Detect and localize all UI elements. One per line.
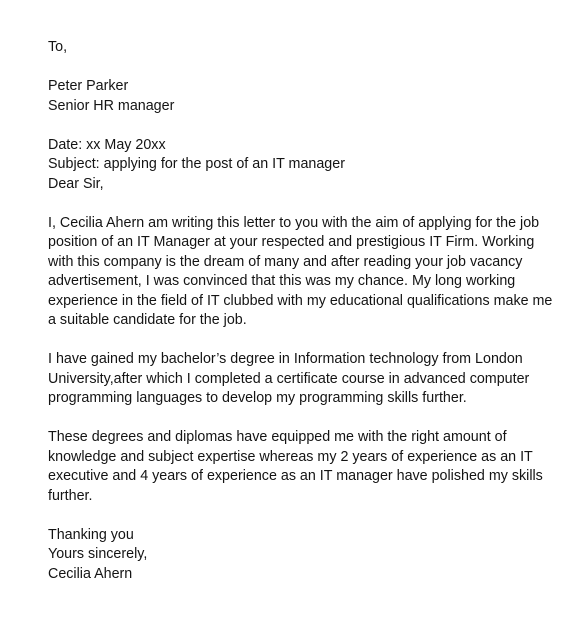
greeting: Dear Sir, [48,175,104,192]
paragraph-line: further. [48,487,93,504]
paragraph-intro [48,214,568,331]
closing-thanks: Thanking you [48,526,134,543]
paragraph-line: I have gained my bachelor’s degree in Information technology from London [48,351,523,367]
paragraph-line: executive and 4 years of experience as an IT manager have polished my skills [48,468,543,484]
subject-line: Subject: applying for the post of an IT manager [48,156,345,172]
paragraph-education [48,350,568,409]
spacer [48,194,568,214]
paragraph-line: These degrees and diplomas have equipped me with the right amount of [48,429,507,445]
spacer [48,506,568,526]
recipient-title: Senior HR manager [48,97,175,114]
paragraph-line: a suitable candidate for the job. [48,312,247,328]
paragraph-line: position of an IT Manager at your respected and prestigious IT Firm. Working [48,234,535,250]
paragraph-line: I, Cecilia Ahern am writing this letter to you with the aim of applying for the job [48,214,540,231]
spacer [48,58,568,78]
letter-body [48,38,568,584]
paragraph-line: programming languages to develop my programming skills further. [48,390,467,406]
spacer [48,116,568,136]
signature-name: Cecilia Ahern [48,565,133,582]
paragraph-experience [48,428,568,506]
closing-sincerely: Yours sincerely, [48,546,148,562]
salutation-to: To, [48,39,68,55]
date-line: Date: xx May 20xx [48,136,166,153]
recipient-name: Peter Parker [48,78,129,94]
paragraph-line: knowledge and subject expertise whereas my 2 years of experience as an IT [48,448,533,465]
paragraph-line: with this company is the dream of many and after reading your job vacancy [48,253,523,270]
paragraph-line: experience in the field of IT clubbed with my educational qualifications make me [48,292,553,309]
paragraph-line: advertisement, I was convinced that this was my chance. My long working [48,273,516,289]
spacer [48,331,568,351]
paragraph-line: University,after which I completed a certificate course in advanced computer [48,370,530,387]
spacer [48,409,568,429]
